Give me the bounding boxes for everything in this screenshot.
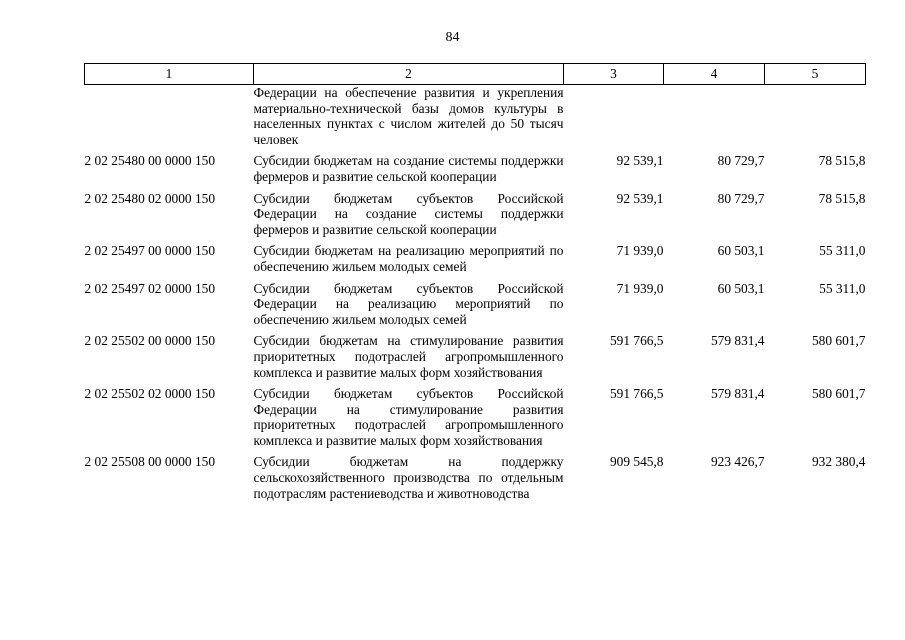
- value-year-2-cell: 60 503,1: [717, 243, 765, 259]
- value-year-3-cell: 55 311,0: [819, 280, 866, 296]
- value-year-2-cell: 579 831,4: [710, 386, 765, 402]
- table-row: [85, 386, 866, 454]
- value-year-1-cell: 591 766,5: [609, 333, 664, 349]
- value-year-2-cell: 923 426,7: [710, 454, 765, 470]
- name-cell: Субсидии бюджетам субъектов Российской Федерации на стимулирование развития приоритетных подотраслей агропромышленного комплекса и развитие малых форм хозяйствования: [253, 386, 564, 448]
- code-cell: 2 02 25497 00 0000 150: [84, 243, 216, 259]
- table-row: [85, 153, 866, 190]
- table-row: [85, 191, 866, 244]
- value-year-3-cell: 78 515,8: [818, 153, 866, 169]
- code-cell: [85, 85, 254, 154]
- value-year-1-cell: 591 766,5: [609, 386, 664, 402]
- table-row: [85, 333, 866, 386]
- column-number-row: [85, 64, 866, 85]
- page-number: 84: [445, 30, 460, 45]
- code-cell: 2 02 25502 00 0000 150: [84, 333, 216, 349]
- value-year-1-cell: 92 539,1: [616, 190, 664, 206]
- value-year-2-cell: 60 503,1: [717, 280, 765, 296]
- table-row: [85, 281, 866, 334]
- column-header-year-1: 3: [564, 64, 664, 85]
- code-cell: 2 02 25480 00 0000 150: [84, 153, 216, 169]
- name-cell: Субсидии бюджетам субъектов Российской Федерации на реализацию мероприятий по обеспечению жильем молодых семей: [253, 280, 564, 327]
- value-year-1-cell: 71 939,0: [616, 280, 664, 296]
- table-row: [85, 85, 866, 154]
- value-year-2-cell: 579 831,4: [710, 333, 765, 349]
- value-year-3-cell: 78 515,8: [818, 190, 866, 206]
- table-row: [85, 454, 866, 507]
- code-cell: 2 02 25502 02 0000 150: [84, 386, 216, 402]
- name-cell: Федерации на обеспечение развития и укрепления материально-технической базы домов культуры в населенных пунктах с числом жителей до 50 тысяч человек: [253, 85, 564, 147]
- code-cell: 2 02 25508 00 0000 150: [84, 454, 216, 470]
- name-cell: Субсидии бюджетам субъектов Российской Федерации на создание системы поддержки фермеров и развитие сельской кооперации: [253, 190, 564, 237]
- column-header-code: 1: [85, 64, 254, 85]
- value-year-2-cell: [664, 85, 765, 154]
- name-cell: Субсидии бюджетам на реализацию мероприятий по обеспечению жильем молодых семей: [253, 243, 564, 274]
- column-header-year-2: 4: [664, 64, 765, 85]
- column-header-year-3: 5: [765, 64, 866, 85]
- value-year-1-cell: [564, 85, 664, 154]
- value-year-3-cell: 580 601,7: [811, 333, 866, 349]
- name-cell: Субсидии бюджетам на создание системы поддержки фермеров и развитие сельской кооперации: [253, 153, 564, 184]
- value-year-3-cell: 932 380,4: [811, 454, 866, 470]
- code-cell: 2 02 25497 02 0000 150: [84, 280, 216, 296]
- value-year-1-cell: 71 939,0: [616, 243, 664, 259]
- budget-table: [84, 63, 866, 507]
- value-year-2-cell: 80 729,7: [717, 190, 765, 206]
- column-header-name: 2: [254, 64, 564, 85]
- value-year-3-cell: [765, 85, 866, 154]
- name-cell: Субсидии бюджетам на поддержку сельскохозяйственного производства по отдельным подотраслям растениеводства и животноводства: [253, 454, 564, 501]
- value-year-1-cell: 92 539,1: [616, 153, 664, 169]
- value-year-1-cell: 909 545,8: [609, 454, 664, 470]
- value-year-3-cell: 580 601,7: [811, 386, 866, 402]
- name-cell: Субсидии бюджетам на стимулирование развития приоритетных подотраслей агропромышленного комплекса и развитие малых форм хозяйствования: [253, 333, 564, 380]
- value-year-3-cell: 55 311,0: [819, 243, 866, 259]
- value-year-2-cell: 80 729,7: [717, 153, 765, 169]
- code-cell: 2 02 25480 02 0000 150: [84, 190, 216, 206]
- table-row: [85, 243, 866, 280]
